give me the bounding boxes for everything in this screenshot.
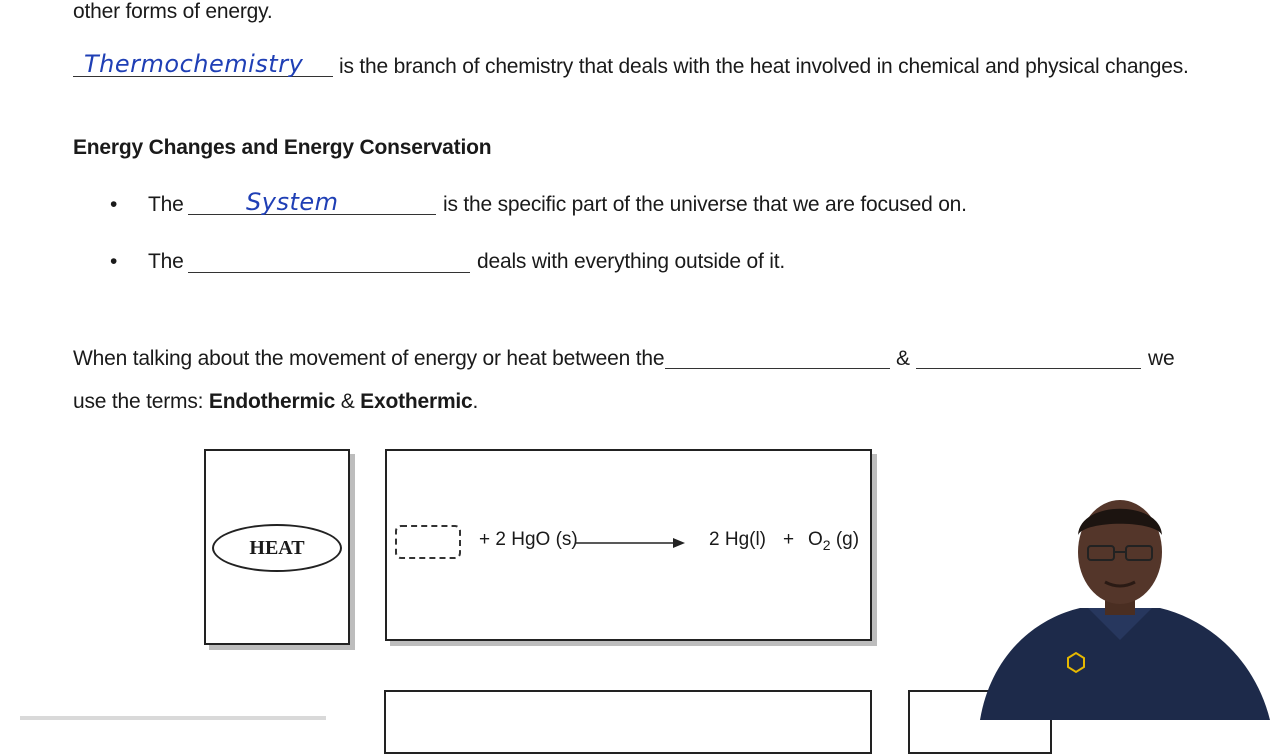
bullet-1-answer: System: [246, 188, 339, 216]
o2-symbol: O: [808, 529, 823, 550]
bullet-2-blank: [188, 272, 470, 273]
bullet-2-text: deals with everything outside of it.: [477, 250, 785, 273]
heat-label: HEAT: [249, 536, 305, 559]
heat-oval: [212, 524, 342, 572]
section-heading: Energy Changes and Energy Conservation: [73, 136, 492, 159]
empty-dashed-placeholder: [395, 525, 461, 559]
movement-line2-text: use the terms:: [73, 390, 204, 413]
o2-subscript: 2: [822, 536, 831, 553]
movement-blank-1: [665, 368, 890, 369]
thermo-answer: Thermochemistry: [84, 50, 304, 78]
presenter-avatar: [960, 490, 1280, 720]
movement-period: .: [472, 390, 479, 413]
endothermic-term: Endothermic: [208, 390, 336, 413]
bullet-1-lead: The: [148, 193, 184, 216]
arrow-right-icon: [575, 535, 687, 551]
bullet-dot-icon: •: [110, 250, 118, 273]
bullet-1-text: is the specific part of the universe that we are focused on.: [443, 193, 967, 216]
o2-state: (g): [835, 529, 860, 550]
movement-amp-2: &: [340, 390, 355, 413]
movement-blank-2: [916, 368, 1141, 369]
bullet-2-lead: The: [148, 250, 184, 273]
bottom-divider: [20, 716, 326, 720]
reaction-box: [385, 449, 872, 641]
movement-line2: [73, 390, 478, 414]
product-plus: +: [783, 529, 795, 550]
product-o2: [808, 529, 859, 553]
reactant-text: + 2 HgO (s): [479, 529, 578, 550]
heat-box: [204, 449, 350, 645]
thermo-definition: is the branch of chemistry that deals with the heat involved in chemical and physical changes.: [339, 55, 1189, 78]
exothermic-term: Exothermic: [360, 390, 473, 413]
intro-tail-text: other forms of energy.: [73, 0, 273, 23]
movement-we: we: [1148, 347, 1175, 370]
movement-amp: &: [896, 347, 910, 370]
product-hg: 2 Hg(l): [709, 529, 767, 550]
lower-reaction-box: [384, 690, 872, 754]
movement-line1: When talking about the movement of energy or heat between the: [73, 347, 665, 370]
bullet-dot-icon: •: [110, 193, 118, 216]
